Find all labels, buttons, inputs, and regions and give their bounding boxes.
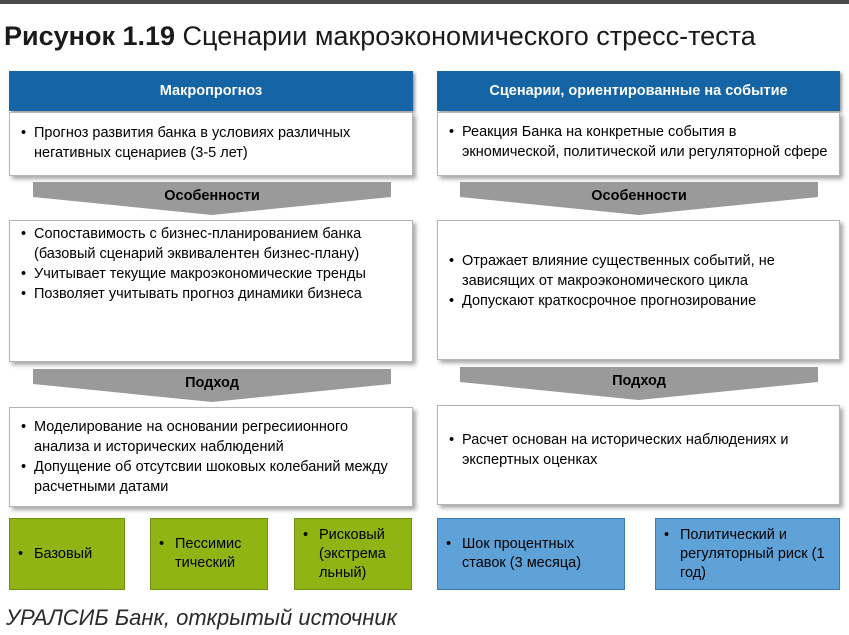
left-feature-item: • Учитывает текущие макроэкономические тренды [16, 264, 404, 284]
right-intro-item: • Реакция Банка на конкретные события в экномической, политической или регуляторной сфере [444, 122, 833, 162]
left-approach-arrow [33, 369, 391, 403]
left-approach-box [9, 407, 413, 507]
right-features-box [437, 220, 840, 360]
right-intro-box [437, 112, 840, 176]
figure-label: Рисунок 1.19 [4, 21, 176, 51]
right-feature-item: • Допускают краткосрочное прогнозирование [444, 291, 833, 311]
left-intro-item: • Прогноз развития банка в условиях различных негативных сценариев (3-5 лет) [16, 123, 404, 163]
right-feature-item: • Отражает влияние существенных событий, не зависящих от макроэкономического цикла [444, 251, 833, 291]
scenario-pessimistic [150, 518, 268, 590]
scenario-base-label: • Базовый [10, 545, 92, 564]
source-caption: УРАЛСИБ Банк, открытый источник [6, 605, 398, 630]
top-rule [0, 0, 849, 4]
scenario-risk [294, 518, 412, 590]
left-features-box [9, 220, 413, 362]
left-approach-label: Подход [185, 375, 239, 391]
right-features-arrow [460, 182, 818, 216]
left-features-label: Особенности [164, 188, 260, 204]
right-header: Сценарии, ориентированные на событие [437, 71, 840, 111]
left-header: Макропрогноз [9, 71, 413, 111]
left-feature-item: • Сопоставимость с бизнес-планированием банка (базовый сценарий эквивалентен бизнес-плану) [16, 224, 404, 264]
scenario-political-risk-label: • Политический и регуляторный риск (1 год) [656, 526, 838, 583]
figure-title-text: Сценарии макроэкономического стресс-теста [182, 21, 756, 51]
left-approach-item: • Моделирование на основании регресиионного анализа и исторических наблюдений [16, 417, 404, 457]
right-approach-box [437, 405, 840, 505]
scenario-rate-shock-label: • Шок процентных ставок (3 месяца) [438, 535, 612, 573]
right-approach-arrow [460, 367, 818, 401]
right-approach-item: • Расчет основан на исторических наблюдениях и экспертных оценках [444, 430, 833, 470]
scenario-risk-label: • Рисковый (экстрема льный) [295, 526, 407, 583]
scenario-rate-shock [437, 518, 625, 590]
left-approach-item: • Допущение об отсутсвии шоковых колебаний между расчетными датами [16, 457, 404, 497]
right-features-label: Особенности [591, 188, 687, 204]
scenario-base [9, 518, 125, 590]
scenario-pessimistic-label: • Пессимис тический [151, 535, 263, 573]
figure-title [4, 20, 756, 52]
left-features-arrow [33, 182, 391, 216]
scenario-political-risk [655, 518, 840, 590]
left-intro-box [9, 112, 413, 176]
left-feature-item: • Позволяет учитывать прогноз динамики бизнеса [16, 284, 404, 304]
right-approach-label: Подход [612, 373, 666, 389]
